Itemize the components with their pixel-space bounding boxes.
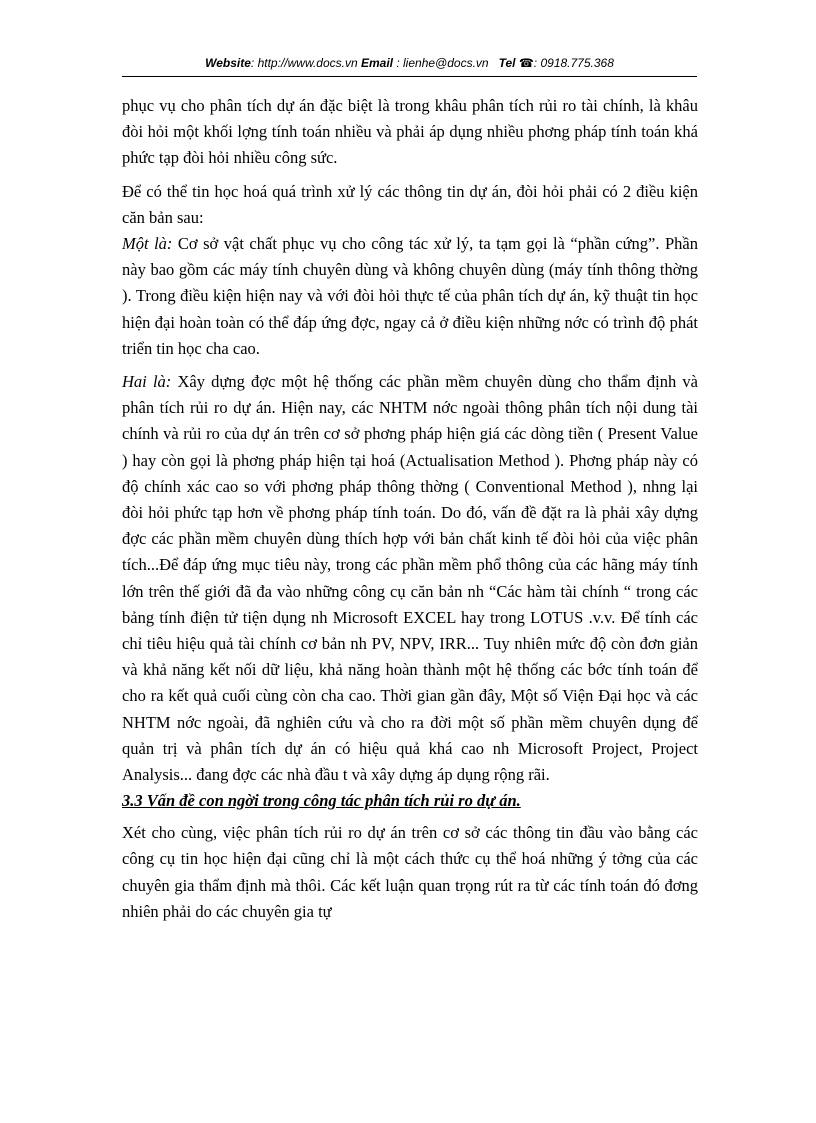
phone-icon: ☎	[518, 56, 534, 70]
paragraph-4-label: Hai là:	[122, 372, 172, 392]
page-header	[122, 56, 697, 70]
document-body	[122, 93, 698, 925]
paragraph-2: Để có thể tin học hoá quá trình xử lý các thông tin dự án, đòi hỏi phải có 2 điều kiện căn bản sau:	[122, 181, 698, 227]
header-divider	[122, 76, 697, 77]
section-heading: 3.3 Vấn đề con ngời trong công tác phân tích rủi ro dự án.	[122, 791, 521, 811]
tel-label: Tel	[498, 56, 516, 70]
paragraph-4-text: Xây dựng đợc một hệ thống các phần mềm chuyên dùng cho thẩm định và phân tích rủi ro dự án. Hiện nay, các NHTM nớc ngoài thông phân tích nội dung tài chính và rủi ro của dự án trên cơ sở phơng pháp hiện giá các dòng tiền ( Present Value ) hay còn gọi là phơng pháp hiện tại hoá (Actualisation Method ). Phơng pháp này có độ chính xác cao so với phơng pháp thông thờng ( Conventional Method ), nhng lại đòi hỏi phức tạp hơn về phơng pháp tính toán. Do đó, vấn đề đặt ra là phải xây dựng đợc các phần mềm chuyên dùng thích hợp với bản chất kinh tế đòi hỏi của việc phân tích...Để đáp ứng mục tiêu này, trong các phần mềm phổ thông của các hãng máy tính lớn trên thế giới đã đa vào những công cụ căn bản nh “Các hàm tài chính “ trong các bảng tính điện tử tiện dụng nh Microsoft EXCEL hay trong LOTUS .v.v. Để tính các chỉ tiêu hiệu quả tài chính cơ bản nh PV, NPV, IRR... Tuy nhiên mức độ còn đơn giản và khả năng kết nối dữ liệu, khả năng hoàn thành một hệ thống các bớc tính toán để cho ra kết quả cuối cùng còn cha cao. Thời gian gần đây, Một số Viện Đại học và các NHTM nớc ngoài, đã nghiên cứu và cho ra đời một số phần mềm chuyên dụng để quản trị và phân tích dự án có hiệu quả khá cao nh Microsoft Project, Project Analysis... đang đợc các nhà đầu t và xây dựng áp dụng rộng rãi.	[122, 372, 698, 785]
paragraph-1: phục vụ cho phân tích dự án đặc biệt là trong khâu phân tích rủi ro tài chính, là khâu đòi hỏi một khối lợng tính toán nhiều và phải áp dụng nhiều phơng pháp tính toán khá phức tạp đòi hỏi nhiều công sức.	[122, 96, 698, 168]
website-label: Website	[205, 56, 251, 70]
paragraph-4	[122, 369, 698, 788]
email-label: Email	[360, 56, 393, 70]
website-value: : http://www.docs.vn	[250, 56, 358, 70]
paragraph-3-label: Một là:	[122, 234, 173, 254]
tel-value: : 0918.775.368	[533, 56, 614, 70]
paragraph-5: Xét cho cùng, việc phân tích rủi ro dự án trên cơ sở các thông tin đầu vào bằng các công cụ tin học hiện đại cũng chỉ là một cách thức cụ thể hoá những ý tởng của các chuyên gia thẩm định mà thôi. Các kết luận quan trọng rút ra từ các tính toán đó đơng nhiên phải do các chuyên gia tự	[122, 823, 698, 921]
paragraph-3	[122, 231, 698, 362]
email-value: : lienhe@docs.vn	[396, 56, 489, 70]
paragraph-3-text: Cơ sở vật chất phục vụ cho công tác xử lý, ta tạm gọi là “phần cứng”. Phần này bao gồm các máy tính chuyên dùng và không chuyên dùng (máy tính thông thờng ). Trong điều kiện hiện nay và với đòi hỏi thực tế của phân tích dự án, kỹ thuật tin học hiện đại hoàn toàn có thể đáp ứng đợc, ngay cả ở điều kiện những nớc có trình độ phát triển tin học cha cao.	[122, 234, 698, 358]
